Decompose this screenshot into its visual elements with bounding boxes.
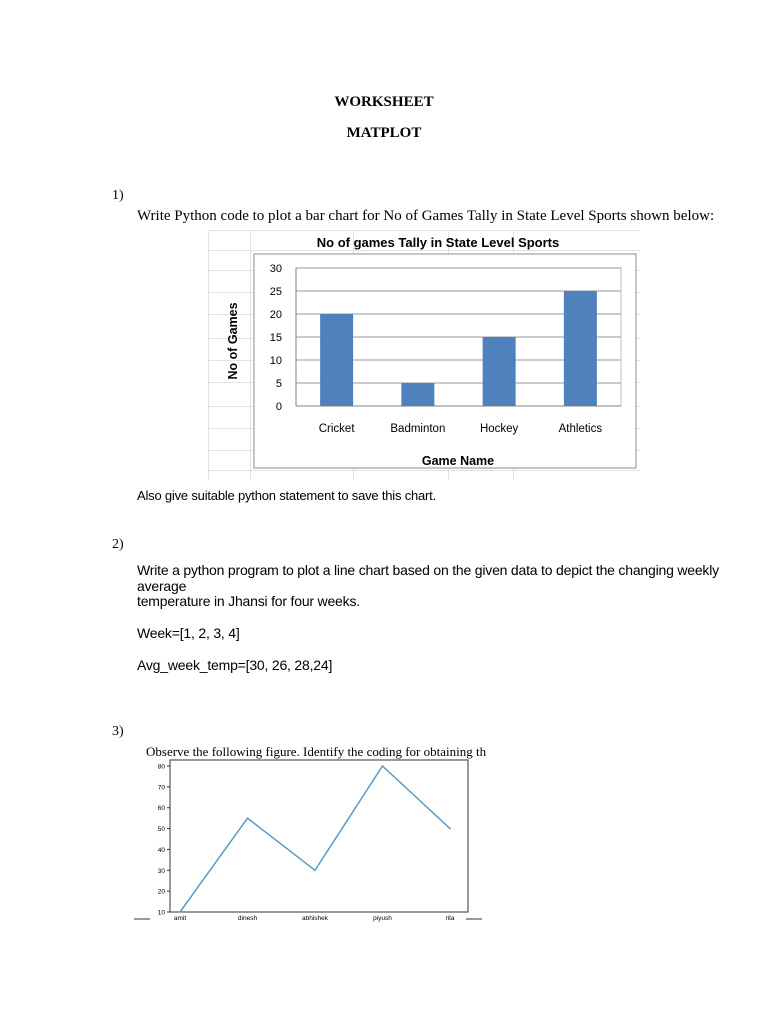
data-point-abhishek bbox=[314, 869, 316, 871]
worksheet-subtitle: MATPLOT bbox=[346, 125, 422, 141]
question-3-prompt: Observe the following figure. Identify the coding for obtaining th bbox=[146, 744, 487, 759]
y-tick-label: 20 bbox=[157, 888, 165, 896]
question-3-number: 3) bbox=[112, 724, 124, 739]
bar-cricket bbox=[320, 314, 353, 406]
x-tick-label: Badminton bbox=[390, 423, 446, 435]
x-tick-label: Hockey bbox=[479, 423, 519, 435]
x-tick-label: piyush bbox=[373, 915, 392, 922]
x-tick-label: rita bbox=[445, 915, 455, 922]
question-1-prompt: Write Python code to plot a bar chart for No of Games Tally in State Level Sports shown below: bbox=[137, 208, 715, 224]
data-line bbox=[180, 766, 450, 912]
question-2-line-1: Write a python program to plot a line chart based on the given data to depict the changing weekly average bbox=[137, 562, 719, 594]
y-tick-label: 15 bbox=[269, 332, 282, 344]
question-2-temp-data: Avg_week_temp=[30, 26, 28,24] bbox=[137, 657, 333, 673]
line-chart bbox=[132, 758, 484, 928]
x-tick-label: Athletics bbox=[558, 423, 603, 435]
data-point-rita bbox=[449, 828, 451, 830]
data-point-piyush bbox=[382, 765, 384, 767]
y-tick-label: 0 bbox=[275, 401, 282, 413]
y-tick-label: 40 bbox=[157, 846, 165, 854]
y-tick-label: 5 bbox=[275, 378, 282, 390]
question-1-number: 1) bbox=[112, 188, 124, 203]
bar-chart-figure bbox=[208, 230, 640, 480]
bar-athletics bbox=[564, 291, 597, 406]
y-tick-label: 30 bbox=[157, 867, 165, 875]
y-tick-label: 50 bbox=[157, 826, 165, 834]
y-tick-label: 80 bbox=[157, 763, 165, 771]
question-2-week-data: Week=[1, 2, 3, 4] bbox=[137, 625, 240, 641]
question-2-line-2: temperature in Jhansi for four weeks. bbox=[137, 593, 360, 609]
bar-chart bbox=[208, 230, 640, 480]
x-tick-label: dinesh bbox=[237, 915, 258, 922]
x-tick-label: amit bbox=[173, 915, 187, 922]
x-axis-label: Game Name bbox=[421, 454, 495, 468]
y-tick-label: 70 bbox=[157, 784, 165, 792]
y-tick-label: 20 bbox=[269, 309, 282, 321]
y-tick-label: 10 bbox=[269, 355, 282, 367]
question-2-number: 2) bbox=[112, 537, 124, 552]
chart-title: No of games Tally in State Level Sports bbox=[316, 235, 560, 250]
bar-badminton bbox=[401, 383, 434, 406]
x-tick-label: Cricket bbox=[318, 423, 355, 435]
y-tick-label: 10 bbox=[157, 909, 165, 917]
data-point-amit bbox=[179, 911, 181, 913]
y-tick-label: 30 bbox=[269, 263, 282, 275]
data-point-dinesh bbox=[247, 817, 249, 819]
y-tick-label: 25 bbox=[269, 286, 282, 298]
plot-frame bbox=[170, 760, 468, 912]
y-axis-label: No of Games bbox=[226, 302, 240, 380]
question-1-followup: Also give suitable python statement to save this chart. bbox=[137, 488, 437, 503]
line-chart-figure bbox=[132, 758, 484, 928]
y-tick-label: 60 bbox=[157, 805, 165, 813]
x-tick-label: abhishek bbox=[301, 915, 329, 922]
bar-hockey bbox=[483, 337, 516, 406]
worksheet-title: WORKSHEET bbox=[334, 94, 434, 110]
